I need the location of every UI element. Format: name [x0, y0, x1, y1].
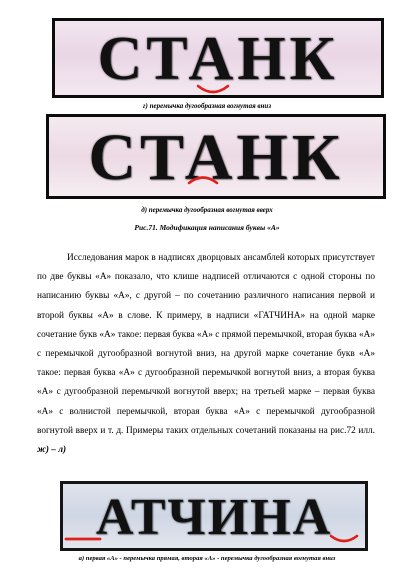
stamp-lettering: СТАНК	[97, 24, 339, 93]
caption-figure-d: д) перемычка дугообразная вогнутая вверх	[141, 206, 273, 214]
stamp-image-stank-concave-up	[46, 114, 386, 199]
figure-reference: ж) – л)	[37, 445, 67, 456]
stamp-lettering: СТАНК	[88, 120, 344, 194]
stamp-lettering: АТЧИНА	[95, 488, 333, 546]
body-paragraph	[37, 249, 375, 460]
figure-title: Рис.71. Модификация написания буквы «А»	[134, 223, 280, 232]
stamp-image-atchina	[60, 481, 368, 551]
caption-figure-a: а) первая «А» - перемычка прямая, вторая «А» - перемычка дугообразная вогнутая вниз	[78, 555, 336, 562]
caption-figure-g: г) перемычка дугообразная вогнутая вниз	[142, 102, 272, 110]
stamp-image-stank-concave-down	[52, 18, 384, 98]
paragraph-text: Исследования марок в надписях дворцовых ансамблей которых присутствует по две буквы «А» показало, что клише надписей отличаются с одной стороны по написанию буквы «А», с другой – по сочетанию различного написания первой и второй буквы «А» в слове. К примеру, в надписи «ГАТЧИНА» на одной марке сочетание букв «А» такое: первая буква «А» с прямой перемычкой, вторая буква «А» с перемычкой дугообразной вогнутой вниз, на другой марке сочетание букв «А» такое: первая буква «А» с дугообразной перемычкой вогнутой вниз, а вторая буква «А» с дугообразной перемычкой вогнутой вверх; на третьей марке – первая буква «А» с волнистой перемычкой, вторая буква «А» с перемычкой дугообразной вогнутой вверх и т. д. Примеры таких отдельных сочетаний показаны на рис.72 илл.	[37, 253, 375, 436]
